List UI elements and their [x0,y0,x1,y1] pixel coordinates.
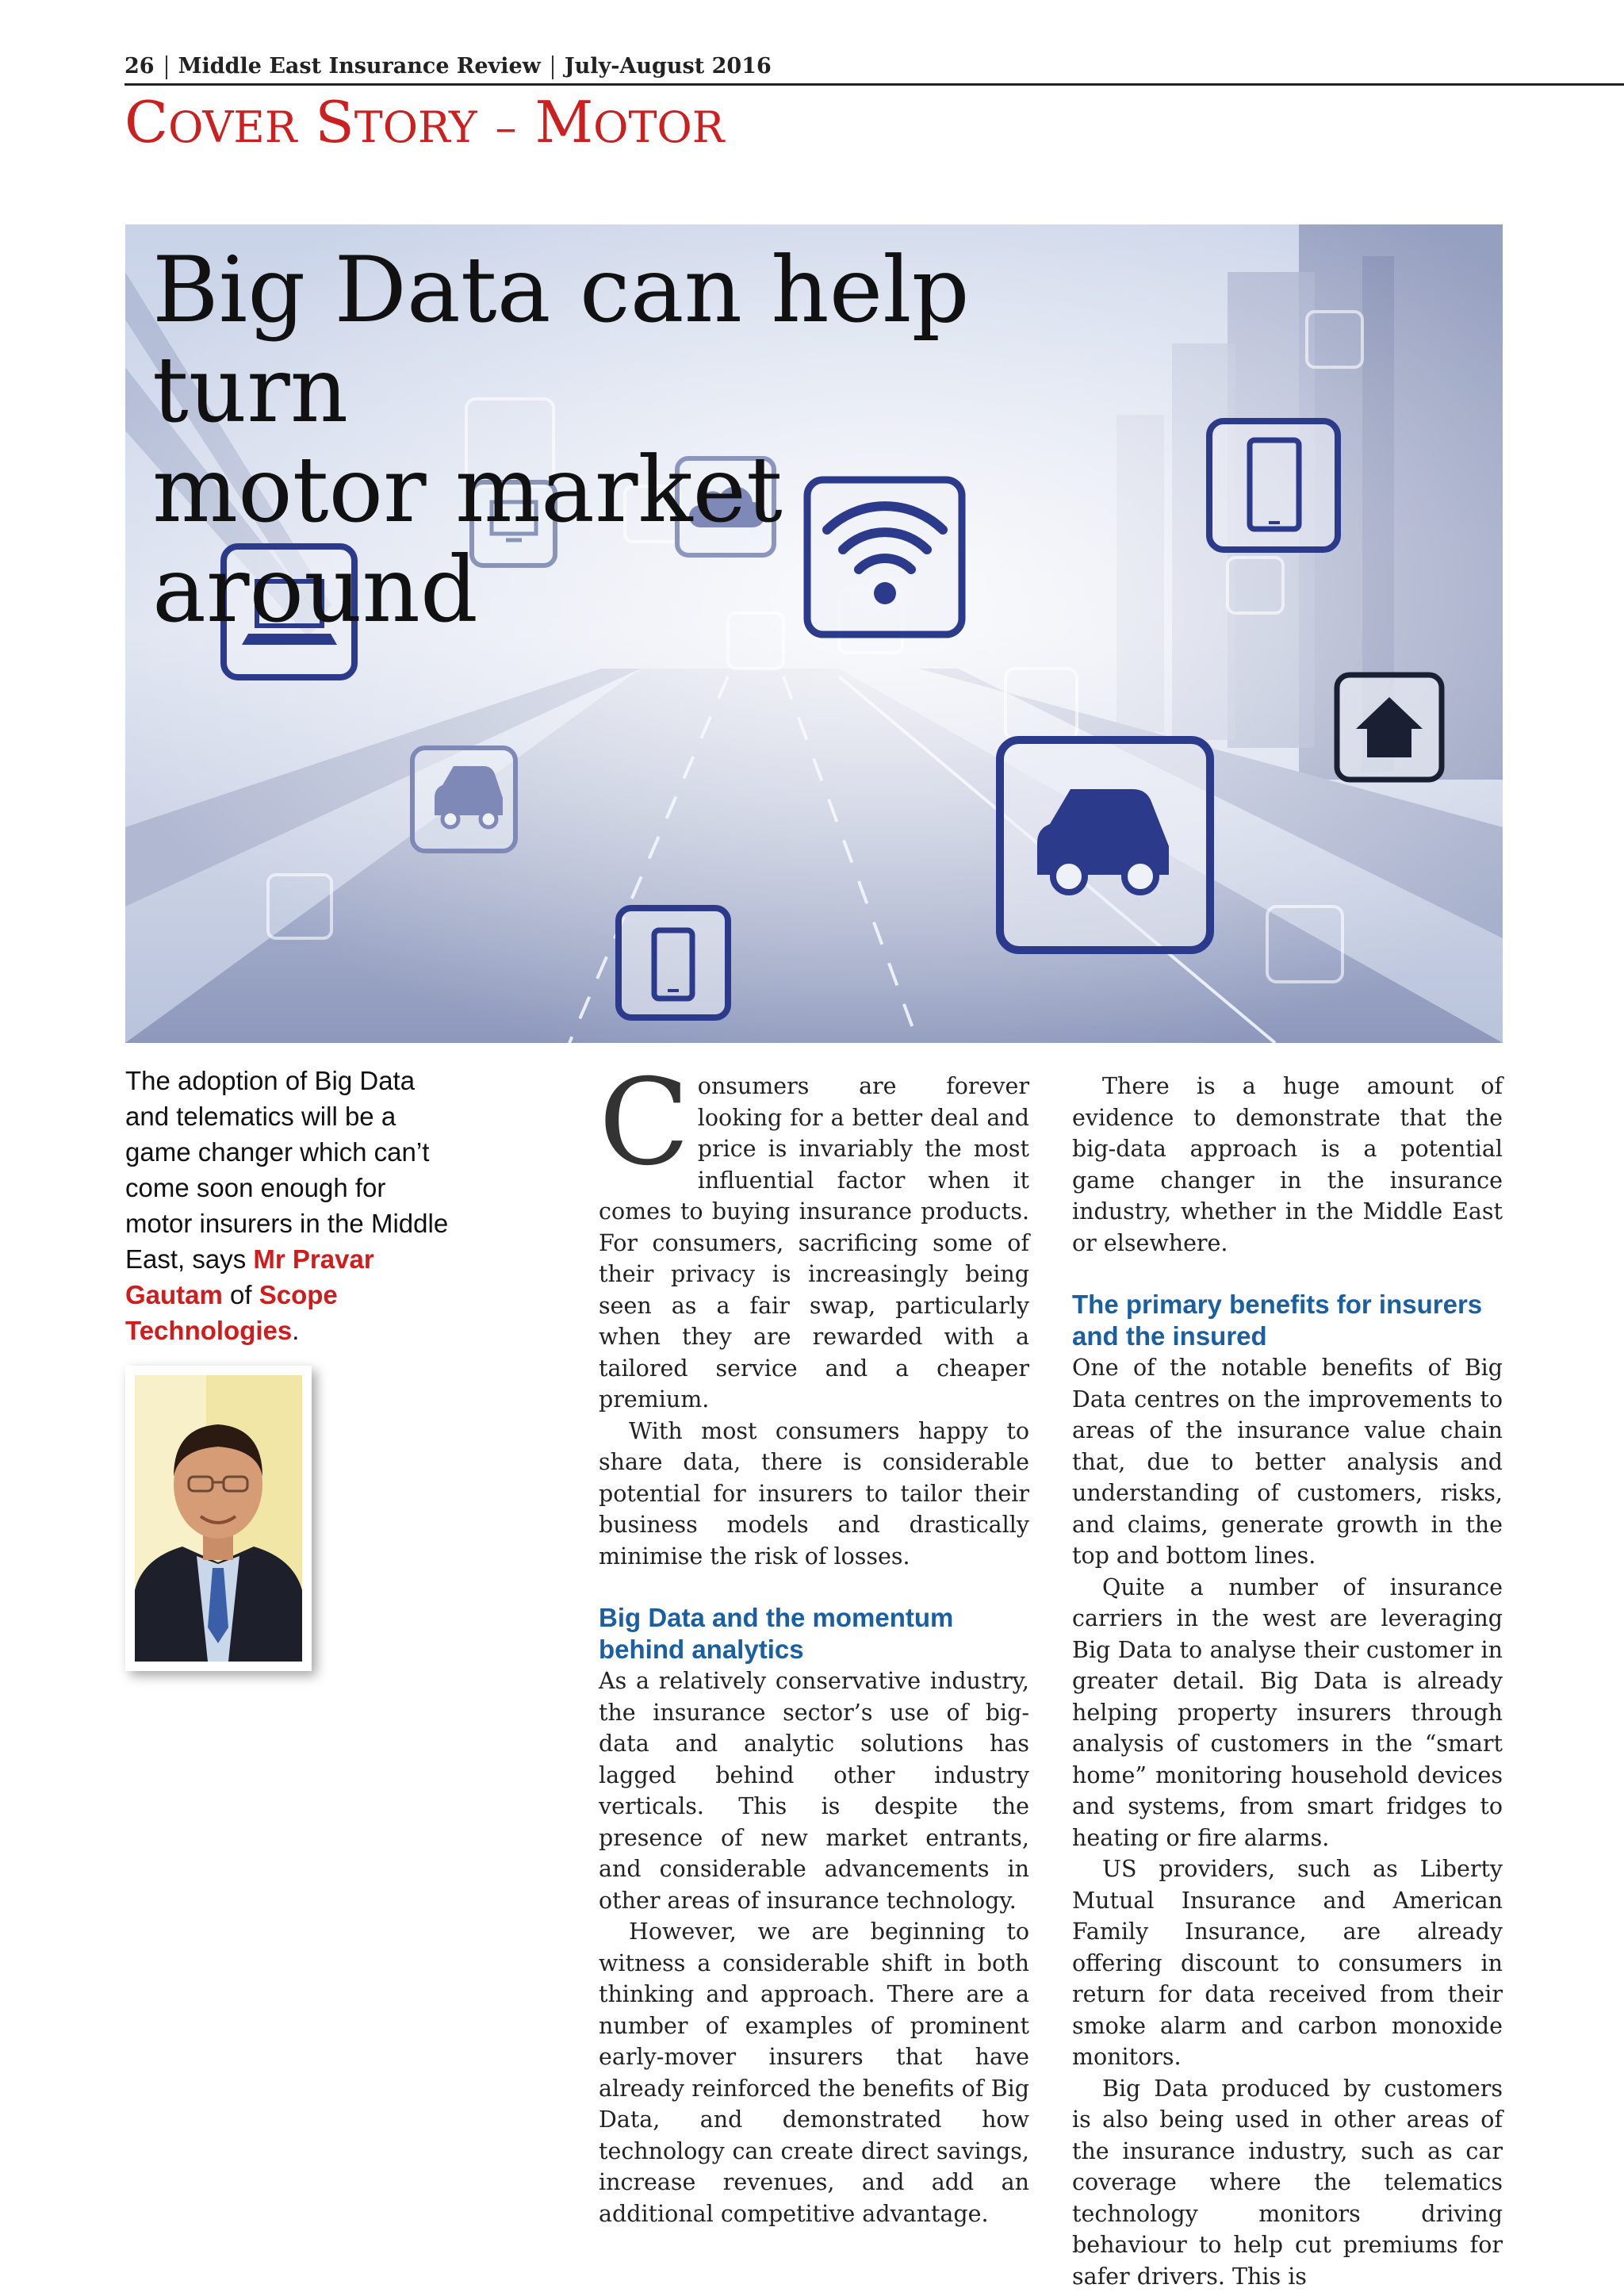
author-portrait [125,1366,312,1671]
standfirst-end: . [292,1316,300,1345]
publication-name: Middle East Insurance Review [178,54,541,79]
page-number: 26 [124,54,155,79]
section-letter: M [534,89,594,155]
headline-line: motor market around [152,437,783,642]
standfirst-of: of [230,1280,252,1309]
section-word: OVER [168,102,297,152]
author-photo [125,1366,312,1671]
standfirst [125,1063,450,1348]
section-letter: S [315,89,354,155]
section-letter: C [124,89,169,155]
phone-icon [619,908,728,1018]
headline-line: Big Data can help turn [152,237,970,443]
standfirst-text: The adoption of Big Data and telematics will be a game changer which can’t come soon enough for motor insurers in the Middle East, [125,1066,449,1274]
hero-image [125,224,1503,1043]
drop-cap: C [599,1054,690,1192]
page-header [124,49,1624,86]
paragraph [599,1054,1029,1416]
car-icon [1000,740,1210,950]
section-word: TORY [354,102,477,152]
subheading: Big Data and the momentum behind analytics [599,1603,954,1664]
article-column-2 [1072,1071,1503,2292]
paragraph: Big Data produced by customers is also being used in other areas of the insurance industry, such as car coverage where the telematics technology monitors driving behaviour to help cut premiums for safer drivers. This is [1072,2075,1503,2290]
author-name: Mr Pravar Gautam [125,1244,374,1309]
section-dash: – [495,102,517,152]
paragraph: One of the notable benefits of Big Data centres on the improvements to areas of the insurance value chain that, due to better analysis and understanding of customers, risks, and claims, generate growth in the top and bottom lines. [1072,1355,1503,1569]
article-headline [152,237,1104,642]
paragraph: US providers, such as Liberty Mutual Insurance and American Family Insurance, are already offering discount to consumers in return for data received from their smoke alarm and carbon monoxide monitors. [1072,1856,1503,2070]
section-title [124,89,725,155]
tablet-icon [1209,421,1338,550]
home-icon [1337,675,1442,780]
paragraph: Quite a number of insurance carriers in the west are leveraging Big Data to analyse their customer in greater detail. Big Data is already helping property insurers through analysis of customers in the “smart home” monitoring household devices and systems, from smart fridges to heating or fire alarms. [1072,1573,1503,1851]
car-icon [412,748,515,851]
header-line [124,54,772,79]
company-name: Scope Technologies [125,1280,338,1345]
standfirst-says: says [192,1244,247,1274]
header-divider [552,56,553,79]
article-column-1 [599,1054,1029,2229]
paragraph: There is a huge amount of evidence to demonstrate that the big-data approach is a potential game changer in the insurance industry, whether in the Middle East or elsewhere. [1072,1073,1503,1256]
paragraph: However, we are beginning to witness a considerable shift in both thinking and approach. There are a number of examples of prominent early-mover insurers that have already reinforced the benefits of Big Data, and demonstrated how technology can create direct savings, increase revenues, and add an additional competitive advantage. [599,1918,1029,2227]
paragraph: As a relatively conservative industry, the insurance sector’s use of big-data and analytic solutions has lagged behind other industry verticals. This is despite the presence of new market entrants, and considerable advancements in other areas of insurance technology. [599,1668,1029,1914]
paragraph: With most consumers happy to share data, there is considerable potential for insurers to tailor their business models and drastically minimise the risk of losses. [599,1417,1029,1570]
header-rule [124,83,1624,86]
paragraph-text: onsumers are forever looking for a better deal and price is invariably the most influential factor when it comes to buying insurance products. For consumers, sacrificing some of their privacy is increasingly being seen as a fair swap, particularly when they are rewarded with a tailored service and a cheaper premium. [599,1073,1029,1412]
issue-date: July-August 2016 [564,54,772,79]
section-word: OTOR [593,102,725,152]
header-divider [166,56,167,79]
subheading: The primary benefits for insurers and the insured [1072,1290,1483,1351]
